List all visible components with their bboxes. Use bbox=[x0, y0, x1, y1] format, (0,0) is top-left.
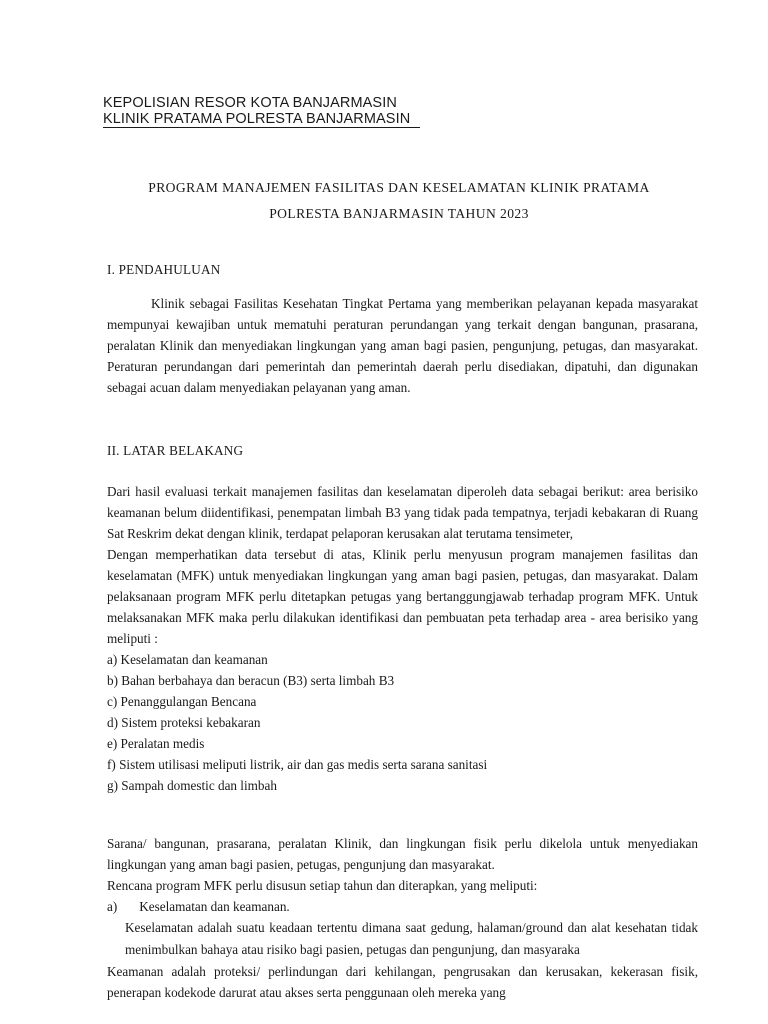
list-item: f) Sistem utilisasi meliputi listrik, air dan gas medis serta sarana sanitasi bbox=[107, 757, 488, 772]
letterhead-line-2: KLINIK PRATAMA POLRESTA BANJARMASIN bbox=[103, 111, 420, 128]
sub-item-marker: a) bbox=[107, 899, 118, 914]
paragraph: Sarana/ bangunan, prasarana, peralatan Klinik, dan lingkungan fisik perlu dikelola untuk menyediakan lingkungan yang aman bagi pasien, petugas, pengunjung dan masyarakat. bbox=[107, 836, 698, 872]
title-line-1: PROGRAM MANAJEMEN FASILITAS DAN KESELAMATAN KLINIK PRATAMA bbox=[148, 180, 650, 195]
list-item: e) Peralatan medis bbox=[107, 736, 205, 751]
letterhead bbox=[103, 95, 420, 128]
document-title bbox=[100, 175, 698, 227]
list-item: g) Sampah domestic dan limbah bbox=[107, 778, 277, 793]
list-item: a) Keselamatan dan keamanan bbox=[107, 652, 268, 667]
title-line-2: POLRESTA BANJARMASIN TAHUN 2023 bbox=[269, 206, 529, 221]
list-item: d) Sistem proteksi kebakaran bbox=[107, 715, 261, 730]
paragraph: Rencana program MFK perlu disusun setiap tahun dan diterapkan, yang meliputi: bbox=[107, 878, 538, 893]
section-program-body bbox=[107, 833, 698, 1003]
section-latar-belakang-body bbox=[107, 481, 698, 796]
risk-area-list bbox=[107, 649, 698, 796]
letterhead-line-1: KEPOLISIAN RESOR KOTA BANJARMASIN bbox=[103, 95, 397, 111]
paragraph: Dengan memperhatikan data tersebut di atas, Klinik perlu menyusun program manajemen fasilitas dan keselamatan (MFK) untuk menyediakan lingkungan yang aman bagi pasien, petugas, dan masyarakat. Dalam pelaksanaan program MFK perlu ditetapkan petugas yang bertanggungjawab terhadap program MFK. Untuk melaksanakan MFK maka perlu dilakukan identifikasi dan pembuatan peta terhadap area - area berisiko yang meliputi : bbox=[107, 547, 698, 646]
paragraph: Klinik sebagai Fasilitas Kesehatan Tingkat Pertama yang memberikan pelayanan kepada masyarakat mempunyai kewajiban untuk mematuhi peraturan perundangan yang terkait dengan bangunan, prasarana, peralatan Klinik dan menyediakan lingkungan yang aman bagi pasien, pengunjung, petugas, dan masyarakat. Peraturan perundangan dari pemerintah dan pemerintah daerah perlu disediakan, dipatuhi, dan digunakan sebagai acuan dalam menyediakan pelayanan yang aman. bbox=[107, 296, 698, 395]
paragraph: Dari hasil evaluasi terkait manajemen fasilitas dan keselamatan diperoleh data sebagai berikut: area berisiko keamanan belum diidentifikasi, penempatan limbah B3 yang tidak pada tempatnya, terjadi kebakaran di Ruang Sat Reskrim dekat dengan klinik, terdapat pelaporan kerusakan alat terutama tensimeter, bbox=[107, 484, 698, 541]
paragraph: Keselamatan adalah suatu keadaan tertentu dimana saat gedung, halaman/ground dan alat kesehatan tidak menimbulkan bahaya atau risiko bagi pasien, petugas dan pengunjung, dan masyaraka bbox=[125, 920, 698, 957]
list-item: c) Penanggulangan Bencana bbox=[107, 694, 257, 709]
paragraph: Keamanan adalah proteksi/ perlindungan dari kehilangan, pengrusakan dan kerusakan, kekerasan fisik, penerapan kodekode darurat atau akses serta penggunaan oleh mereka yang bbox=[107, 964, 698, 1000]
section-pendahuluan-body bbox=[107, 293, 698, 398]
sub-item-a bbox=[107, 896, 698, 917]
sub-item-label: Keselamatan dan keamanan. bbox=[139, 899, 290, 914]
section-heading-latar-belakang: II. LATAR BELAKANG bbox=[107, 443, 244, 458]
section-heading-pendahuluan: I. PENDAHULUAN bbox=[107, 262, 221, 277]
list-item: b) Bahan berbahaya dan beracun (B3) serta limbah B3 bbox=[107, 673, 395, 688]
